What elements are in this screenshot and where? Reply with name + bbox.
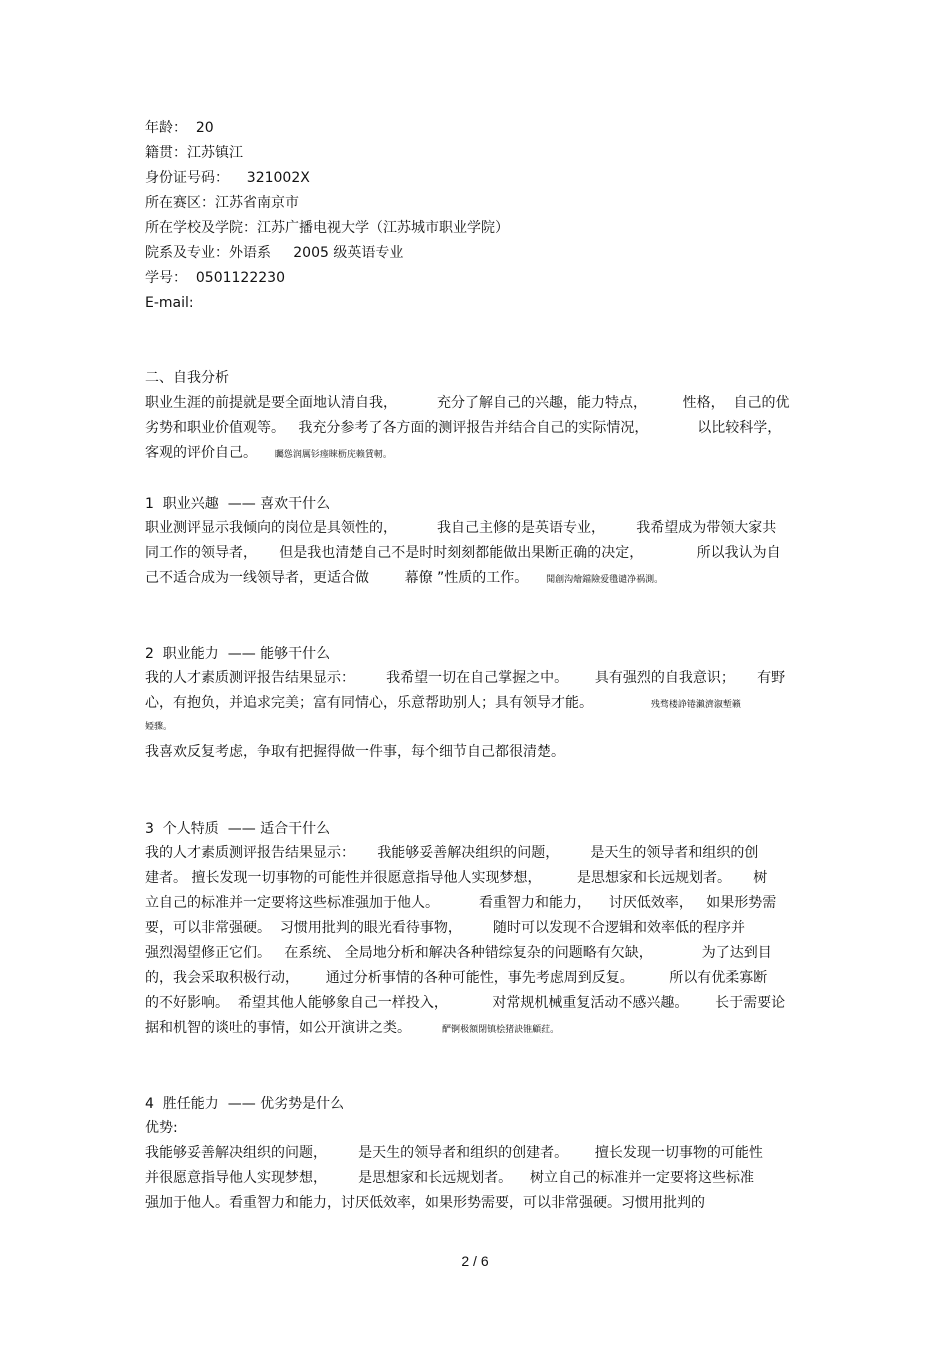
paragraph-line-last — [145, 1019, 559, 1039]
info-major: 院系及专业：外语系 2005 级英语专业 — [145, 245, 404, 261]
paragraph-line: 我的人才素质测评报告结果显示： 我希望一切在自己掌握之中。 具有强烈的自我意识； 有野 — [145, 670, 786, 686]
paragraph-line: 同工作的领导者， 但是我也清楚自己不是时时刻刻都能做出果断正确的决定， 所以我认为自 — [145, 545, 781, 561]
garbled-text: 聞創沟燴鐺險爱氇谴净祸測。 — [546, 575, 664, 585]
garbled-text: 矚慫润厲钐瘗睞枥庑赖賃軔。 — [274, 450, 392, 460]
paragraph-line-last — [145, 444, 392, 464]
paragraph-line: 建者。 擅长发现一切事物的可能性并很愿意指导他人实现梦想， 是思想家和长远规划者。 树 — [145, 870, 768, 886]
info-age: 年龄： 20 — [145, 120, 214, 136]
paragraph-line: 要，可以非常强硬。 习惯用批判的眼光看待事物， 随时可以发现不合逻辑和效率低的程序并 — [145, 920, 746, 936]
subsection-label-strengths: 优势: — [145, 1120, 178, 1136]
info-school: 所在学校及学院：江苏广播电视大学（江苏城市职业学院） — [145, 220, 509, 236]
subsection-heading-traits: 3 个人特质 —— 适合干什么 — [145, 821, 331, 837]
garbled-text: 婭骤。 — [145, 722, 173, 732]
section-heading-self-analysis: 二、自我分析 — [145, 370, 229, 386]
paragraph-line: 劣势和职业价值观等。 我充分参考了各方面的测评报告并结合自己的实际情况， 以比较科学， — [145, 420, 782, 436]
info-region: 所在赛区：江苏省南京市 — [145, 195, 299, 211]
paragraph-line: 的，我会采取积极行动， 通过分析事情的各种可能性，事先考虑周到反复。 所以有优柔寡断 — [145, 970, 768, 986]
paragraph-line: 立自己的标准并一定要将这些标准强加于他人。 看重智力和能力， 讨厌低效率， 如果形势需 — [145, 895, 777, 911]
paragraph-line: 我喜欢反复考虑，争取有把握得做一件事，每个细节自己都很清楚。 — [145, 744, 565, 760]
info-email: E-mail: — [145, 295, 194, 311]
paragraph-text: 心，有抱负，并追求完美；富有同情心，乐意帮助别人；具有领导才能。 — [145, 695, 593, 711]
garbled-text: 酽锕极額閉镇桧猪訣锥顧荭。 — [442, 1025, 560, 1035]
subsection-heading-competence: 4 胜任能力 —— 优劣势是什么 — [145, 1096, 345, 1112]
paragraph-line — [145, 694, 741, 714]
paragraph-text: 客观的评价自己。 — [145, 445, 257, 461]
paragraph-line: 强烈渴望修正它们。 在系统、 全局地分析和解决各种错综复杂的问题略有欠缺， 为了达到目 — [145, 945, 772, 961]
info-origin: 籍贯：江苏镇江 — [145, 145, 243, 161]
subsection-heading-ability: 2 职业能力 —— 能够干什么 — [145, 646, 331, 662]
paragraph-line: 强加于他人。看重智力和能力，讨厌低效率，如果形势需要，可以非常强硬。习惯用批判的 — [145, 1195, 705, 1211]
paragraph-line: 我能够妥善解决组织的问题， 是天生的领导者和组织的创建者。 擅长发现一切事物的可能性 — [145, 1145, 763, 1161]
page-number: 2 / 6 — [461, 1253, 489, 1269]
paragraph-line: 我的人才素质测评报告结果显示： 我能够妥善解决组织的问题， 是天生的领导者和组织的创 — [145, 845, 759, 861]
subsection-heading-interest: 1 职业兴趣 —— 喜欢干什么 — [145, 496, 331, 512]
paragraph-line-last — [145, 569, 663, 589]
paragraph-line: 职业测评显示我倾向的岗位是具领性的， 我自己主修的是英语专业， 我希望成为带领大家共 — [145, 520, 777, 536]
info-student-no: 学号： 0501122230 — [145, 270, 285, 286]
paragraph-line: 的不好影响。 希望其他人能够象自己一样投入， 对常规机械重复活动不感兴趣。 长于需要论 — [145, 995, 786, 1011]
paragraph-line: 职业生涯的前提就是要全面地认清自我， 充分了解自己的兴趣，能力特点， 性格， 自己的优 — [145, 395, 790, 411]
garbled-text: 残骛楼諍锩瀨濟溆塹籟 — [650, 700, 741, 710]
paragraph-text: 己不适合成为一线领导者，更适合做 幕僚 ”性质的工作。 — [145, 570, 529, 586]
paragraph-text: 据和机智的谈吐的事情，如公开演讲之类。 — [145, 1020, 411, 1036]
info-id: 身份证号码： 321002X — [145, 170, 310, 186]
paragraph-line: 并很愿意指导他人实现梦想， 是思想家和长远规划者。 树立自己的标准并一定要将这些标准 — [145, 1170, 754, 1186]
